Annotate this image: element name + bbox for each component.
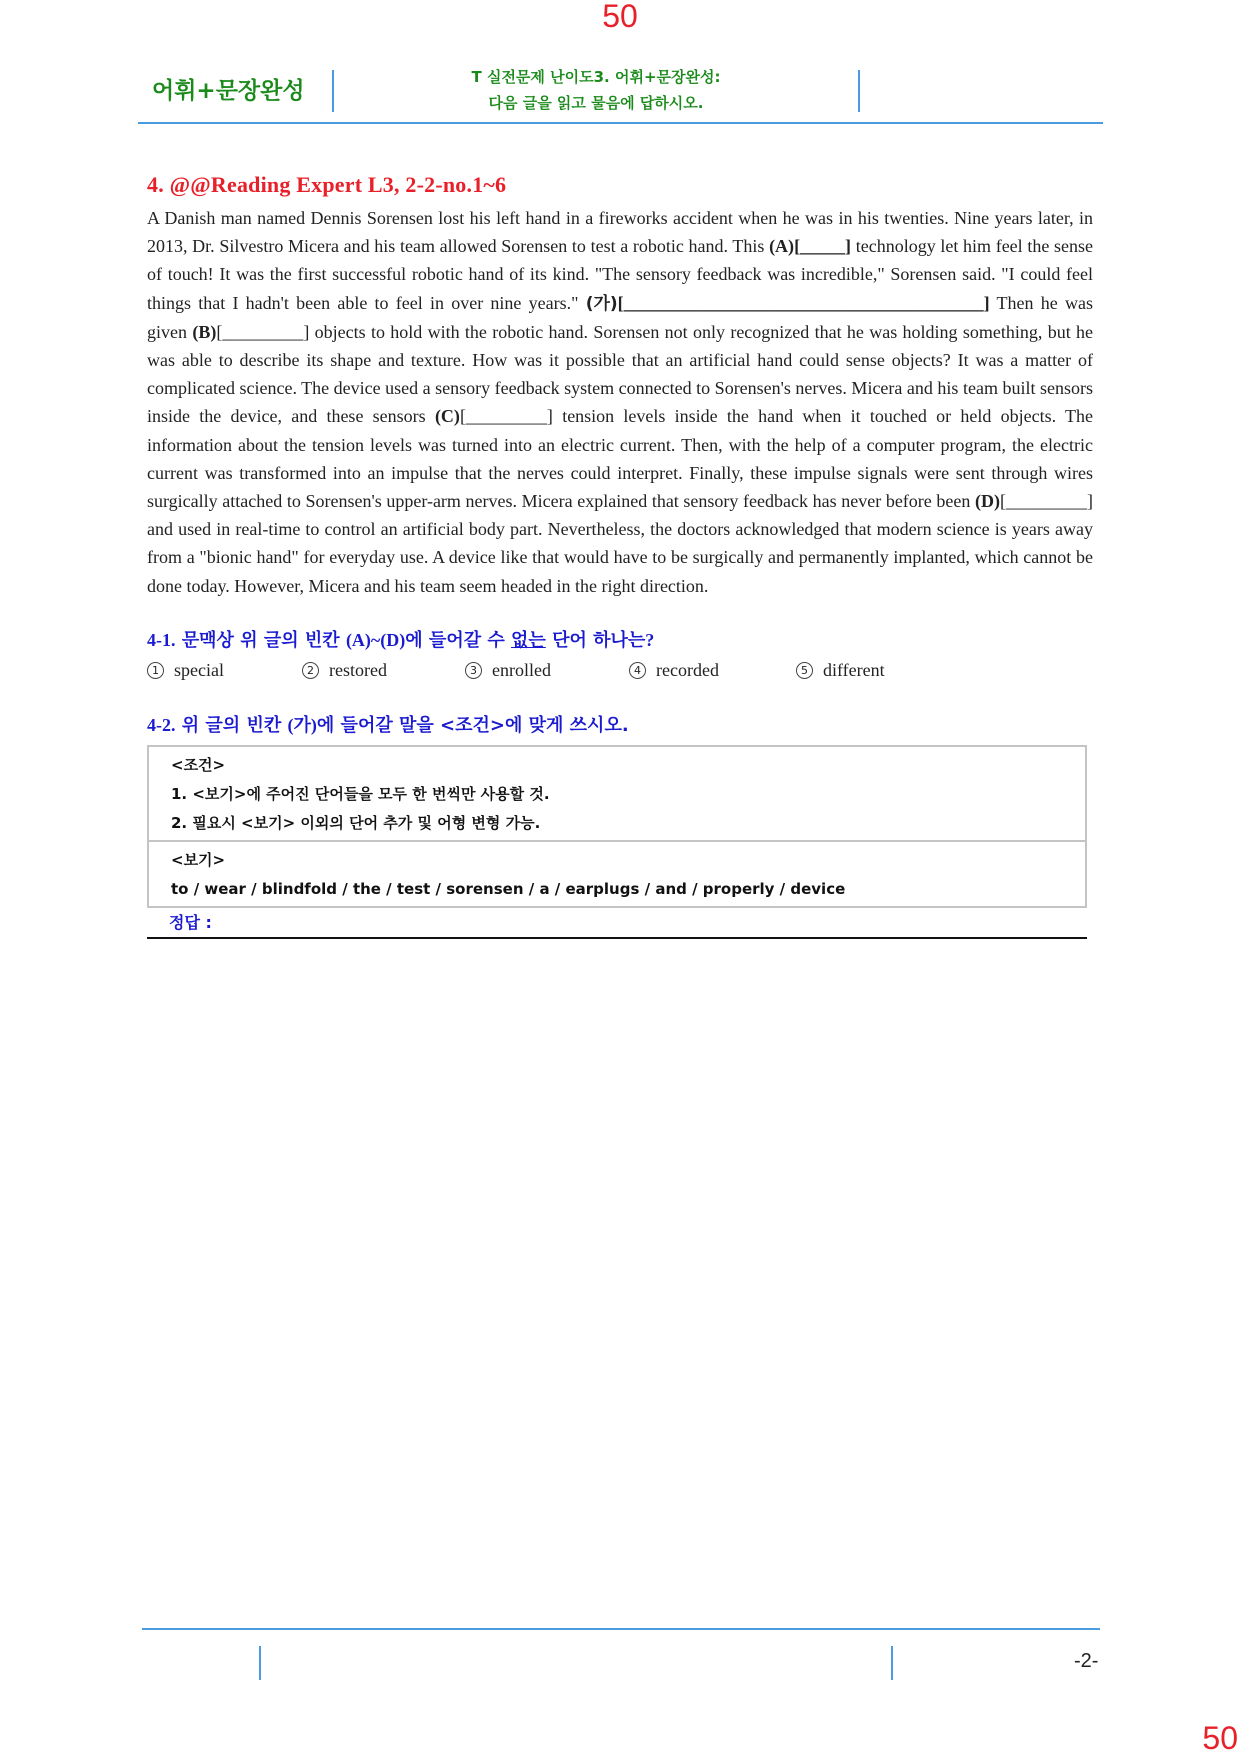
header-subtitle-line1: T 실전문제 난이도3. 어휘+문장완성: bbox=[471, 68, 721, 86]
sub-question-text: 위 글의 빈칸 bbox=[175, 714, 288, 736]
option-2[interactable] bbox=[302, 660, 465, 681]
sub-question-1 bbox=[147, 626, 1093, 652]
blank-d: [_________] bbox=[1000, 491, 1093, 512]
option-4[interactable] bbox=[629, 660, 796, 681]
header-subtitle-line2: 다음 글을 읽고 물음에 답하시오. bbox=[488, 94, 704, 112]
page-number-top: 50 bbox=[602, 0, 638, 34]
passage-text: tension levels inside the hand when it touched or held objects. The information about the tension levels was turned into an electric current. Then, with the help of a computer program, the electric current was transformed into an impulse that the nerves could interpret. Finally, these impulse signals were sent through wires surgically attached to Sorensen's upper-arm nerves. Micera explained that sensory feedback has never before been bbox=[147, 406, 1093, 512]
condition-header: <조건> bbox=[171, 755, 226, 774]
option-number-1: 1 bbox=[147, 662, 164, 679]
question-title: 4. @@Reading Expert L3, 2-2-no.1~6 bbox=[147, 172, 507, 197]
blank-b-label: (B) bbox=[192, 321, 217, 342]
option-1[interactable] bbox=[147, 660, 302, 681]
option-number-2: 2 bbox=[302, 662, 319, 679]
blank-ga: [________________________________________] bbox=[617, 292, 990, 313]
header-divider bbox=[858, 70, 860, 112]
condition-box bbox=[147, 745, 1087, 908]
option-text: recorded bbox=[656, 659, 719, 680]
condition-item-1: 1. <보기>에 주어진 단어들을 모두 한 번씩만 사용할 것. bbox=[171, 784, 550, 803]
option-number-3: 3 bbox=[465, 662, 482, 679]
condition-section bbox=[149, 747, 1085, 840]
bogi-header: <보기> bbox=[171, 850, 226, 869]
sub-question-text: 문맥상 위 글의 빈칸 bbox=[175, 629, 346, 651]
sub-question-mark: ? bbox=[645, 629, 655, 650]
blank-ga-label: (가) bbox=[585, 293, 618, 314]
passage-text: and used in real-time to control an artificial body part. Nevertheless, the doctors acknowledged that modern science is years away from a "bionic hand" for everyday use. A device like that would have to be surgically and permanently implanted, which cannot be done today. However, Micera and his team seem headed in the right direction. bbox=[147, 519, 1093, 596]
footer-rule bbox=[142, 1628, 1100, 1630]
condition-item-2: 2. 필요시 <보기> 이외의 단어 추가 및 어형 변형 가능. bbox=[171, 813, 541, 832]
sub-question-number: 4-2. bbox=[147, 714, 176, 735]
blank-c-label: (C) bbox=[434, 406, 460, 427]
question-content bbox=[147, 172, 1093, 939]
answer-field[interactable] bbox=[147, 908, 1087, 939]
sub-question-text: 단어 하나는 bbox=[545, 629, 646, 651]
option-3[interactable] bbox=[465, 660, 629, 681]
answer-label: 정답 : bbox=[169, 912, 212, 932]
bogi-words: to / wear / blindfold / the / test / sorensen / a / earplugs / and / properly / device bbox=[171, 879, 846, 898]
answer-options bbox=[147, 660, 1093, 681]
option-number-4: 4 bbox=[629, 662, 646, 679]
option-text: enrolled bbox=[492, 659, 551, 680]
footer-divider bbox=[259, 1646, 261, 1680]
sub-question-text: 에 들어갈 말을 <조건>에 맞게 쓰시오. bbox=[316, 714, 629, 736]
sub-question-number: 4-1. bbox=[147, 629, 176, 650]
option-text: special bbox=[174, 659, 224, 680]
header-divider bbox=[332, 70, 334, 112]
passage-text: Then he was given bbox=[147, 292, 1093, 342]
page-header bbox=[138, 62, 1103, 124]
page-number-bottom: 50 bbox=[1202, 1720, 1238, 1756]
passage bbox=[147, 204, 1093, 600]
passage-text: objects to hold with the robotic hand. Sorensen not only recognized that he was holding something, but he was able to describe its shape and texture. How was it possible that an artificial hand could sense objects? It was a matter of complicated science. The device used a sensory feedback system connected to Sorensen's nerves. Micera and his team built sensors inside the device, and these sensors bbox=[147, 321, 1094, 427]
blank-a: [_____] bbox=[794, 236, 852, 257]
sub-question-underlined: 없는 bbox=[511, 629, 546, 651]
bogi-section bbox=[149, 840, 1085, 906]
option-text: restored bbox=[329, 659, 387, 680]
passage-text: A Danish man named Dennis Sorensen lost his left hand in a fireworks accident when he was in his twenties. Nine years later, in 2013, Dr. Silvestro Micera and his team allowed Sorensen to test a robotic hand. This bbox=[147, 208, 1093, 257]
sub-question-ga: (가) bbox=[287, 714, 317, 735]
header-title: 어휘+문장완성 bbox=[152, 78, 305, 104]
passage-text: technology let him feel the sense of touch! It was the first successful robotic hand of its kind. "The sensory feedback was incredible," Sorensen said. "I could feel things that I hadn't been able to feel in over nine years." bbox=[147, 236, 1093, 313]
sub-question-2 bbox=[147, 711, 1093, 737]
blank-b: [_________] bbox=[216, 321, 310, 342]
blank-c: [_________] bbox=[459, 406, 553, 427]
footer-divider bbox=[891, 1646, 893, 1680]
option-5[interactable] bbox=[796, 660, 885, 681]
option-text: different bbox=[823, 659, 885, 680]
sub-question-text: 에 들어갈 수 bbox=[405, 629, 512, 651]
blank-d-label: (D) bbox=[975, 491, 1000, 512]
blank-a-label: (A) bbox=[769, 236, 795, 257]
option-number-5: 5 bbox=[796, 662, 813, 679]
footer-page-number: -2- bbox=[1074, 1650, 1099, 1672]
sub-question-range: (A)~(D) bbox=[345, 629, 406, 650]
